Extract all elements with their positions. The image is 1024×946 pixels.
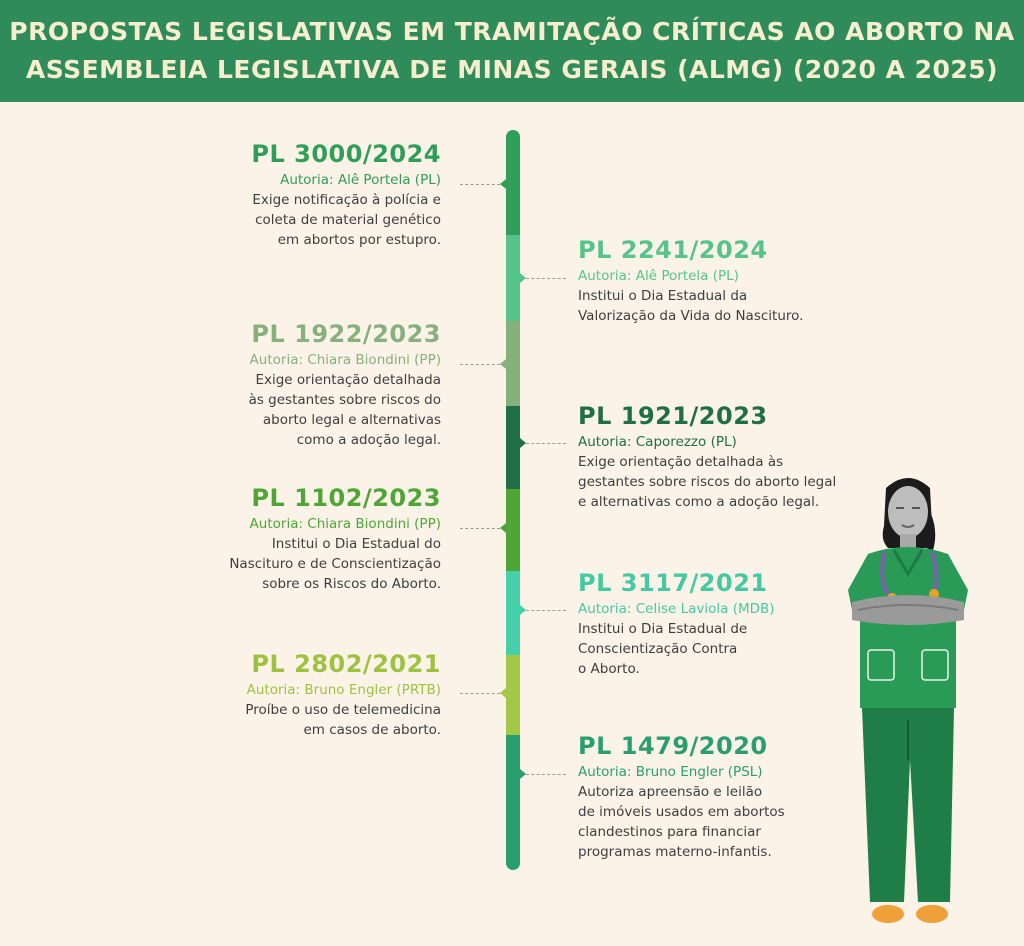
connector-pointer bbox=[500, 523, 506, 533]
bill-entry bbox=[141, 140, 441, 250]
bill-author: Autoria: Chiara Biondini (PP) bbox=[249, 516, 441, 532]
bill-author: Autoria: Chiara Biondini (PP) bbox=[249, 352, 441, 368]
connector-pointer bbox=[500, 179, 506, 189]
connector-line bbox=[460, 184, 500, 185]
bill-author: Autoria: Celise Laviola (MDB) bbox=[578, 601, 775, 617]
timeline-segment bbox=[506, 735, 520, 870]
bill-code: PL 1921/2023 bbox=[578, 402, 768, 430]
bill-code: PL 3117/2021 bbox=[578, 569, 768, 597]
timeline-bar bbox=[506, 130, 520, 870]
connector-line bbox=[526, 774, 566, 775]
bill-description: Exige orientação detalhada às gestantes sobre riscos do aborto legal e alternativas como a adoção legal. bbox=[248, 372, 441, 448]
bill-description: Institui o Dia Estadual do Nascituro e de Conscientização sobre os Riscos do Aborto. bbox=[229, 536, 441, 592]
connector-line bbox=[526, 443, 566, 444]
bill-code: PL 1102/2023 bbox=[251, 484, 441, 512]
header-banner bbox=[0, 0, 1024, 102]
bill-entry bbox=[578, 569, 878, 679]
bill-entry bbox=[578, 402, 878, 512]
page-title bbox=[9, 13, 1014, 89]
bill-entry bbox=[578, 732, 878, 862]
bill-entry bbox=[141, 320, 441, 450]
bill-description: Institui o Dia Estadual de Conscientização Contra o Aborto. bbox=[578, 621, 748, 677]
bill-entry bbox=[141, 650, 441, 740]
bill-code: PL 1479/2020 bbox=[578, 732, 768, 760]
bill-entry bbox=[141, 484, 441, 594]
connector-line bbox=[460, 364, 500, 365]
timeline-segment bbox=[506, 321, 520, 406]
bill-author: Autoria: Bruno Engler (PRTB) bbox=[246, 682, 441, 698]
nurse-illustration bbox=[838, 470, 978, 930]
bill-code: PL 3000/2024 bbox=[251, 140, 441, 168]
connector-pointer bbox=[520, 769, 526, 779]
bill-description: Institui o Dia Estadual da Valorização da Vida do Nascituro. bbox=[578, 288, 804, 324]
title-line-1: PROPOSTAS LEGISLATIVAS EM TRAMITAÇÃO CRÍTICAS AO ABORTO NA bbox=[9, 17, 1015, 46]
timeline-segment bbox=[506, 655, 520, 735]
bill-description: Exige orientação detalhada às gestantes sobre riscos do aborto legal e alternativas como a adoção legal. bbox=[578, 454, 837, 510]
connector-pointer bbox=[500, 359, 506, 369]
bill-description: Proíbe o uso de telemedicina em casos de aborto. bbox=[245, 702, 441, 738]
bill-author: Autoria: Alê Portela (PL) bbox=[578, 268, 739, 284]
connector-line bbox=[526, 610, 566, 611]
connector-pointer bbox=[520, 273, 526, 283]
timeline-segment bbox=[506, 235, 520, 321]
timeline-segment bbox=[506, 406, 520, 489]
connector-line bbox=[460, 528, 500, 529]
connector-pointer bbox=[520, 605, 526, 615]
timeline-segment bbox=[506, 489, 520, 571]
bill-description: Exige notificação à polícia e coleta de material genético em abortos por estupro. bbox=[252, 192, 441, 248]
connector-line bbox=[526, 278, 566, 279]
bill-code: PL 1922/2023 bbox=[251, 320, 441, 348]
connector-pointer bbox=[500, 688, 506, 698]
title-line-2: ASSEMBLEIA LEGISLATIVA DE MINAS GERAIS (ALMG) (2020 A 2025) bbox=[25, 55, 999, 84]
bill-code: PL 2802/2021 bbox=[251, 650, 441, 678]
bill-author: Autoria: Caporezzo (PL) bbox=[578, 434, 737, 450]
bill-author: Autoria: Bruno Engler (PSL) bbox=[578, 764, 763, 780]
connector-pointer bbox=[520, 438, 526, 448]
timeline-segment bbox=[506, 130, 520, 235]
bill-code: PL 2241/2024 bbox=[578, 236, 768, 264]
bill-entry bbox=[578, 236, 878, 326]
timeline-segment bbox=[506, 571, 520, 655]
connector-line bbox=[460, 693, 500, 694]
bill-description: Autoriza apreensão e leilão de imóveis usados em abortos clandestinos para financiar programas materno-infantis. bbox=[578, 784, 785, 860]
bill-author: Autoria: Alê Portela (PL) bbox=[280, 172, 441, 188]
